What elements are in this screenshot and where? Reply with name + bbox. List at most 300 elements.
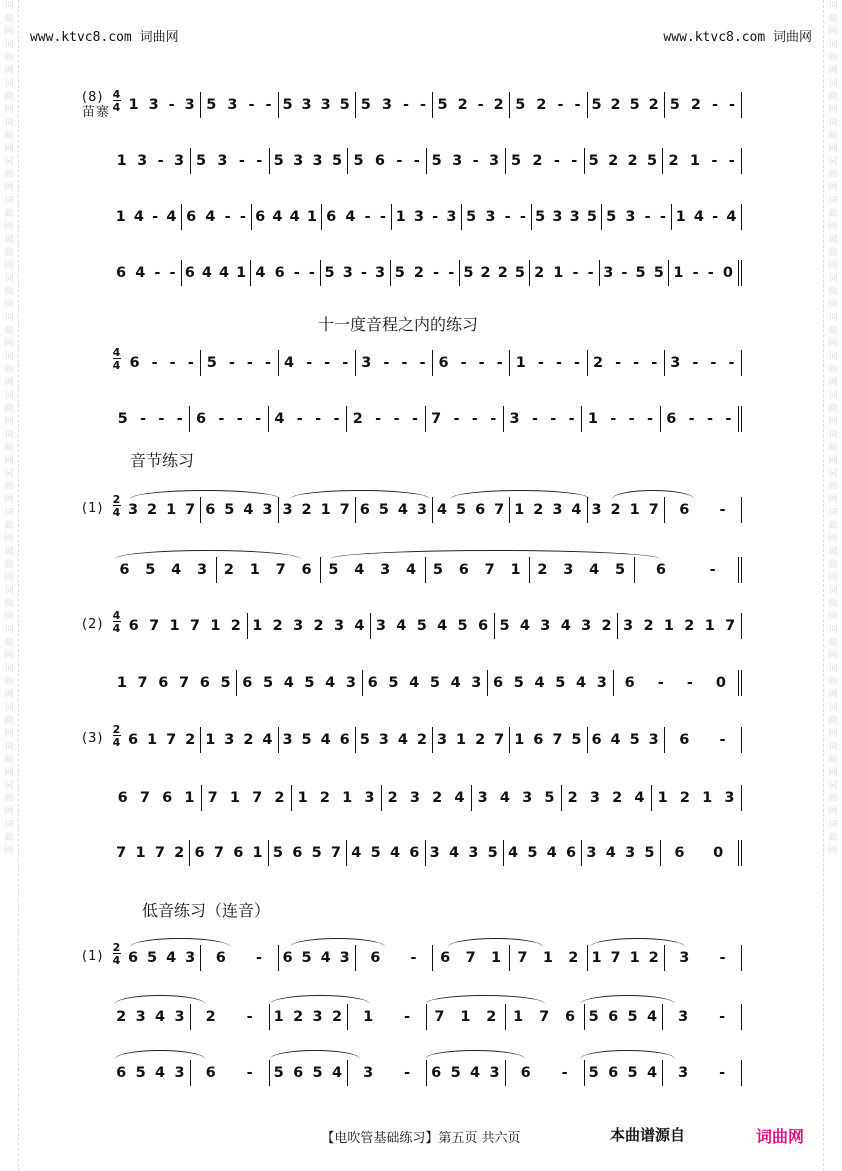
watermark-glyph: 词 — [828, 430, 838, 440]
measures — [112, 406, 742, 432]
note: 3 — [670, 355, 682, 371]
note: 5 — [588, 153, 600, 169]
extension-dash: - — [557, 97, 565, 113]
watermark-glyph: 曲 — [4, 365, 14, 375]
note: 5 — [206, 97, 218, 113]
note: 5 — [527, 845, 539, 861]
note: 1 — [236, 265, 248, 281]
note: 3 — [596, 675, 608, 691]
extension-dash: - — [651, 355, 659, 371]
extension-dash: - — [375, 411, 383, 427]
watermark-glyph: 曲 — [828, 92, 838, 102]
note: 5 — [644, 845, 656, 861]
measure — [278, 92, 355, 118]
extension-dash: - — [728, 97, 736, 113]
extension-dash: - — [169, 265, 177, 281]
staff-row — [112, 785, 742, 811]
watermark-glyph: 曲 — [828, 326, 838, 336]
slur-mark — [612, 490, 694, 499]
watermark-glyph: 曲 — [4, 404, 14, 414]
extension-dash: - — [360, 265, 368, 281]
watermark-glyph: 曲 — [4, 560, 14, 570]
time-signature-bottom: 4 — [112, 622, 122, 635]
note: 5 — [282, 97, 294, 113]
measure — [671, 204, 742, 230]
watermark-glyph: 网 — [4, 222, 14, 232]
note: 4 — [325, 675, 337, 691]
note: 3 — [409, 790, 421, 806]
measure — [461, 204, 531, 230]
measure — [664, 350, 742, 376]
note: 1 — [306, 209, 318, 225]
note: 4 — [454, 790, 466, 806]
watermark-glyph: 词 — [4, 781, 14, 791]
measure — [587, 92, 664, 118]
note: 3 — [381, 97, 393, 113]
note: 7 — [431, 411, 443, 427]
note: 3 — [522, 790, 534, 806]
note: 4 — [331, 1065, 344, 1081]
extension-dash: - — [555, 355, 563, 371]
extension-dash: - — [706, 411, 715, 427]
slur-mark — [580, 1050, 675, 1059]
watermark-glyph: 网 — [828, 495, 838, 505]
measure — [426, 1004, 505, 1030]
measure — [432, 497, 509, 523]
note: 3 — [413, 209, 425, 225]
note: 1 — [663, 618, 675, 634]
note: 4 — [448, 845, 461, 861]
watermark-glyph: 网 — [828, 300, 838, 310]
note: 4 — [499, 790, 511, 806]
watermark-glyph: 网 — [828, 807, 838, 817]
note: 5 — [606, 209, 618, 225]
note: 1 — [116, 153, 128, 169]
extension-dash: - — [419, 355, 427, 371]
note: 5 — [513, 675, 525, 691]
watermark-glyph: 曲 — [4, 482, 14, 492]
watermark-glyph: 网 — [4, 495, 14, 505]
note: 6 — [158, 675, 170, 691]
left-watermark-strip — [0, 0, 19, 1171]
extension-dash: - — [315, 411, 323, 427]
measure — [124, 727, 200, 753]
measure — [381, 785, 471, 811]
extension-dash: - — [152, 209, 160, 225]
extension-dash: - — [659, 209, 667, 225]
note: 5 — [353, 153, 365, 169]
watermark-glyph: 网 — [4, 807, 14, 817]
note: 4 — [726, 209, 738, 225]
note: 1 — [342, 790, 354, 806]
slur-mark — [425, 1050, 525, 1059]
watermark-glyph: 曲 — [4, 521, 14, 531]
measure — [112, 260, 181, 286]
watermark-glyph: 曲 — [4, 833, 14, 843]
measure — [487, 670, 612, 696]
slur-mark — [130, 490, 280, 499]
note: 2 — [331, 1009, 344, 1025]
note: 4 — [201, 265, 213, 281]
note: 1 — [553, 265, 565, 281]
measure — [124, 945, 200, 971]
note: 5 — [359, 732, 371, 748]
note: 4 — [605, 845, 617, 861]
extension-dash: - — [255, 950, 263, 966]
measure — [278, 945, 355, 971]
watermark-glyph: 词 — [828, 274, 838, 284]
note: 3 — [137, 153, 149, 169]
note: 4 — [646, 1065, 659, 1081]
extension-dash: - — [239, 209, 247, 225]
watermark-glyph: 曲 — [828, 833, 838, 843]
note: 2 — [497, 265, 509, 281]
note: 1 — [490, 950, 503, 966]
measures — [112, 1004, 742, 1030]
note: 4 — [634, 790, 646, 806]
note: 3 — [173, 153, 186, 169]
extension-dash: - — [157, 153, 165, 169]
watermark-glyph: 网 — [4, 183, 14, 193]
measure — [634, 557, 743, 583]
note: 4 — [437, 618, 449, 634]
note: 5 — [510, 153, 523, 169]
note: 3 — [217, 153, 229, 169]
watermark-glyph: 网 — [4, 651, 14, 661]
measure — [200, 945, 277, 971]
note: 7 — [213, 845, 225, 861]
note: 6 — [292, 845, 304, 861]
watermark-glyph: 词 — [4, 235, 14, 245]
note: 5 — [487, 845, 499, 861]
note: 5 — [669, 97, 681, 113]
note: 5 — [615, 562, 627, 578]
measure — [432, 727, 509, 753]
extension-dash: - — [140, 411, 148, 427]
note: 5 — [535, 209, 547, 225]
note: 5 — [304, 675, 316, 691]
watermark-glyph: 曲 — [828, 53, 838, 63]
note: 2 — [648, 950, 660, 966]
measure — [320, 557, 425, 583]
note: 3 — [375, 618, 387, 634]
note: 1 — [629, 950, 641, 966]
note: 3 — [380, 562, 392, 578]
note: 4 — [409, 675, 421, 691]
slur-mark — [130, 938, 230, 947]
measure — [581, 406, 659, 432]
watermark-glyph: 词 — [828, 742, 838, 752]
note: 4 — [575, 675, 588, 691]
header-site-right[interactable]: www.ktvc8.com 词曲网 — [663, 30, 812, 45]
note: 6 — [205, 1065, 217, 1081]
note: 4 — [219, 265, 231, 281]
extension-dash: - — [411, 411, 419, 427]
note: 2 — [185, 732, 197, 748]
note: 1 — [229, 790, 241, 806]
note: 1 — [542, 950, 554, 966]
note: 3 — [678, 1009, 690, 1025]
note: 6 — [367, 675, 379, 691]
staff-row — [112, 1004, 742, 1030]
note: 1 — [252, 618, 264, 634]
note: 2 — [532, 153, 544, 169]
time-signature-top: 4 — [112, 609, 122, 622]
note: 7 — [330, 845, 342, 861]
note: 1 — [395, 209, 407, 225]
measure — [505, 1060, 584, 1086]
exercise-label: (1) — [82, 949, 104, 964]
note: 5 — [555, 675, 567, 691]
note: 4 — [397, 732, 409, 748]
extension-dash: - — [587, 265, 595, 281]
note: 6 — [196, 411, 208, 427]
note: 1 — [515, 355, 527, 371]
note: 4 — [519, 618, 531, 634]
watermark-glyph: 曲 — [828, 755, 838, 765]
measures — [124, 945, 742, 971]
note: 3 — [224, 732, 236, 748]
slur-mark — [425, 995, 545, 1004]
extension-dash: - — [490, 411, 498, 427]
measure — [269, 1060, 348, 1086]
note: 5 — [635, 265, 647, 281]
measure — [112, 557, 216, 583]
note: 6 — [199, 675, 211, 691]
note: 5 — [273, 153, 285, 169]
extension-dash: - — [711, 97, 719, 113]
note: 2 — [643, 618, 655, 634]
watermark-glyph: 网 — [4, 27, 14, 37]
watermark-glyph: 曲 — [4, 53, 14, 63]
note: 1 — [210, 618, 222, 634]
measure — [425, 557, 530, 583]
header-site-left[interactable]: www.ktvc8.com 词曲网 — [30, 30, 179, 45]
measure — [201, 785, 291, 811]
watermark-glyph: 曲 — [828, 287, 838, 297]
extension-dash: - — [477, 97, 485, 113]
note: 2 — [243, 732, 255, 748]
note: 4 — [693, 209, 705, 225]
measure — [471, 785, 561, 811]
measure — [587, 727, 664, 753]
note: 4 — [166, 209, 178, 225]
watermark-glyph: 网 — [828, 66, 838, 76]
note: 2 — [230, 618, 242, 634]
note: 3 — [320, 97, 332, 113]
note: 6 — [215, 950, 227, 966]
note: 3 — [477, 790, 489, 806]
measure — [124, 92, 200, 118]
measure — [509, 92, 586, 118]
note: 2 — [690, 97, 702, 113]
watermark-glyph: 曲 — [828, 638, 838, 648]
measure — [584, 1060, 663, 1086]
note: 4 — [560, 618, 572, 634]
watermark-glyph: 网 — [4, 690, 14, 700]
measure — [531, 204, 601, 230]
measure — [505, 148, 584, 174]
extension-dash: - — [725, 411, 733, 427]
note: 0 — [722, 265, 734, 281]
note: 5 — [195, 153, 208, 169]
note: 1 — [320, 502, 332, 518]
measure — [291, 785, 381, 811]
note: 4 — [406, 562, 418, 578]
note: 5 — [457, 618, 469, 634]
note: 3 — [184, 97, 196, 113]
watermark-glyph: 词 — [4, 40, 14, 50]
measure — [664, 497, 742, 523]
extension-dash: - — [293, 265, 301, 281]
note: 6 — [127, 950, 140, 966]
note: 5 — [653, 265, 665, 281]
watermark-glyph: 曲 — [828, 560, 838, 570]
watermark-glyph: 网 — [4, 300, 14, 310]
note: 7 — [185, 502, 197, 518]
extension-dash: - — [719, 950, 727, 966]
extension-dash: - — [550, 411, 558, 427]
note: 6 — [339, 732, 351, 748]
note: 7 — [137, 675, 149, 691]
measures — [112, 148, 742, 174]
note: 0 — [713, 845, 725, 861]
note: 6 — [674, 845, 686, 861]
note: 3 — [581, 618, 593, 634]
measure — [278, 350, 355, 376]
note: 5 — [117, 411, 129, 427]
extension-dash: - — [553, 153, 561, 169]
watermark-glyph: 网 — [4, 66, 14, 76]
measure — [200, 92, 277, 118]
note: 4 — [389, 845, 402, 861]
note: 3 — [446, 209, 458, 225]
measure — [425, 840, 503, 866]
extension-dash: - — [531, 411, 539, 427]
note: 7 — [149, 618, 161, 634]
measure — [200, 727, 277, 753]
staff-row — [82, 723, 742, 753]
measure — [662, 148, 742, 174]
note: 5 — [627, 1009, 639, 1025]
extension-dash: - — [574, 97, 582, 113]
watermark-glyph: 网 — [4, 261, 14, 271]
measures — [112, 1060, 742, 1086]
note: 1 — [702, 790, 714, 806]
note: 3 — [625, 209, 637, 225]
extension-dash: - — [246, 355, 254, 371]
note: 7 — [465, 950, 477, 966]
extension-dash: - — [707, 265, 715, 281]
source-label: 本曲谱源自 — [610, 1126, 686, 1144]
watermark-glyph: 网 — [828, 768, 838, 778]
note: 7 — [179, 675, 191, 691]
measure — [346, 840, 424, 866]
watermark-glyph: 网 — [828, 729, 838, 739]
note: 5 — [514, 265, 526, 281]
extension-dash: - — [644, 209, 652, 225]
extension-dash: - — [396, 153, 404, 169]
measure — [347, 1004, 426, 1030]
staff-row — [112, 670, 742, 696]
note: 4 — [243, 502, 255, 518]
note: 5 — [416, 618, 428, 634]
measure — [236, 670, 361, 696]
brand-logo[interactable]: 词曲网 — [756, 1127, 805, 1146]
note: 7 — [539, 1009, 551, 1025]
note: 6 — [624, 675, 636, 691]
note: 3 — [471, 675, 483, 691]
watermark-glyph: 网 — [828, 183, 838, 193]
extension-dash: - — [228, 355, 236, 371]
extension-dash: - — [401, 355, 409, 371]
note: 5 — [394, 265, 406, 281]
note: 4 — [274, 411, 286, 427]
watermark-glyph: 词 — [4, 547, 14, 557]
note: 5 — [312, 1065, 324, 1081]
watermark-glyph: 词 — [828, 79, 838, 89]
note: 7 — [494, 732, 506, 748]
note: 2 — [475, 732, 487, 748]
measure — [617, 613, 742, 639]
staff-row — [112, 260, 742, 286]
note: 6 — [116, 1065, 128, 1081]
watermark-glyph: 词 — [828, 352, 838, 362]
note: 4 — [646, 1009, 659, 1025]
note: 6 — [359, 502, 371, 518]
note: 6 — [119, 562, 131, 578]
slur-mark — [580, 995, 675, 1004]
staff-row — [112, 840, 742, 866]
note: 1 — [460, 1009, 472, 1025]
exercise-label: (1) — [82, 501, 104, 516]
slur-mark — [330, 550, 660, 559]
extension-dash: - — [519, 209, 527, 225]
measure — [355, 727, 432, 753]
note: 5 — [588, 1009, 600, 1025]
measure — [320, 260, 390, 286]
note: 3 — [623, 618, 635, 634]
watermark-glyph: 曲 — [4, 677, 14, 687]
time-signature-top: 4 — [112, 88, 122, 101]
note: 3 — [135, 1009, 147, 1025]
note: 2 — [684, 618, 696, 634]
measure — [459, 260, 529, 286]
note: 5 — [431, 153, 443, 169]
extension-dash: - — [628, 411, 636, 427]
watermark-glyph: 曲 — [4, 443, 14, 453]
watermark-glyph: 词 — [828, 703, 838, 713]
note: 3 — [586, 845, 598, 861]
heading-bass-practice: 低音练习（连音） — [142, 901, 271, 920]
watermark-glyph: 词 — [4, 274, 14, 284]
watermark-glyph: 词 — [4, 118, 14, 128]
watermark-glyph: 网 — [4, 378, 14, 388]
measure — [269, 148, 348, 174]
watermark-glyph: 网 — [4, 144, 14, 154]
note: 4 — [354, 618, 366, 634]
measure — [432, 350, 509, 376]
note: 6 — [438, 355, 450, 371]
time-signature-bottom: 4 — [112, 359, 122, 372]
note: 4 — [284, 355, 296, 371]
note: 2 — [352, 411, 364, 427]
watermark-glyph: 曲 — [828, 131, 838, 141]
extension-dash: - — [710, 355, 718, 371]
note: 6 — [440, 950, 452, 966]
watermark-glyph: 词 — [828, 235, 838, 245]
note: 4 — [397, 502, 409, 518]
